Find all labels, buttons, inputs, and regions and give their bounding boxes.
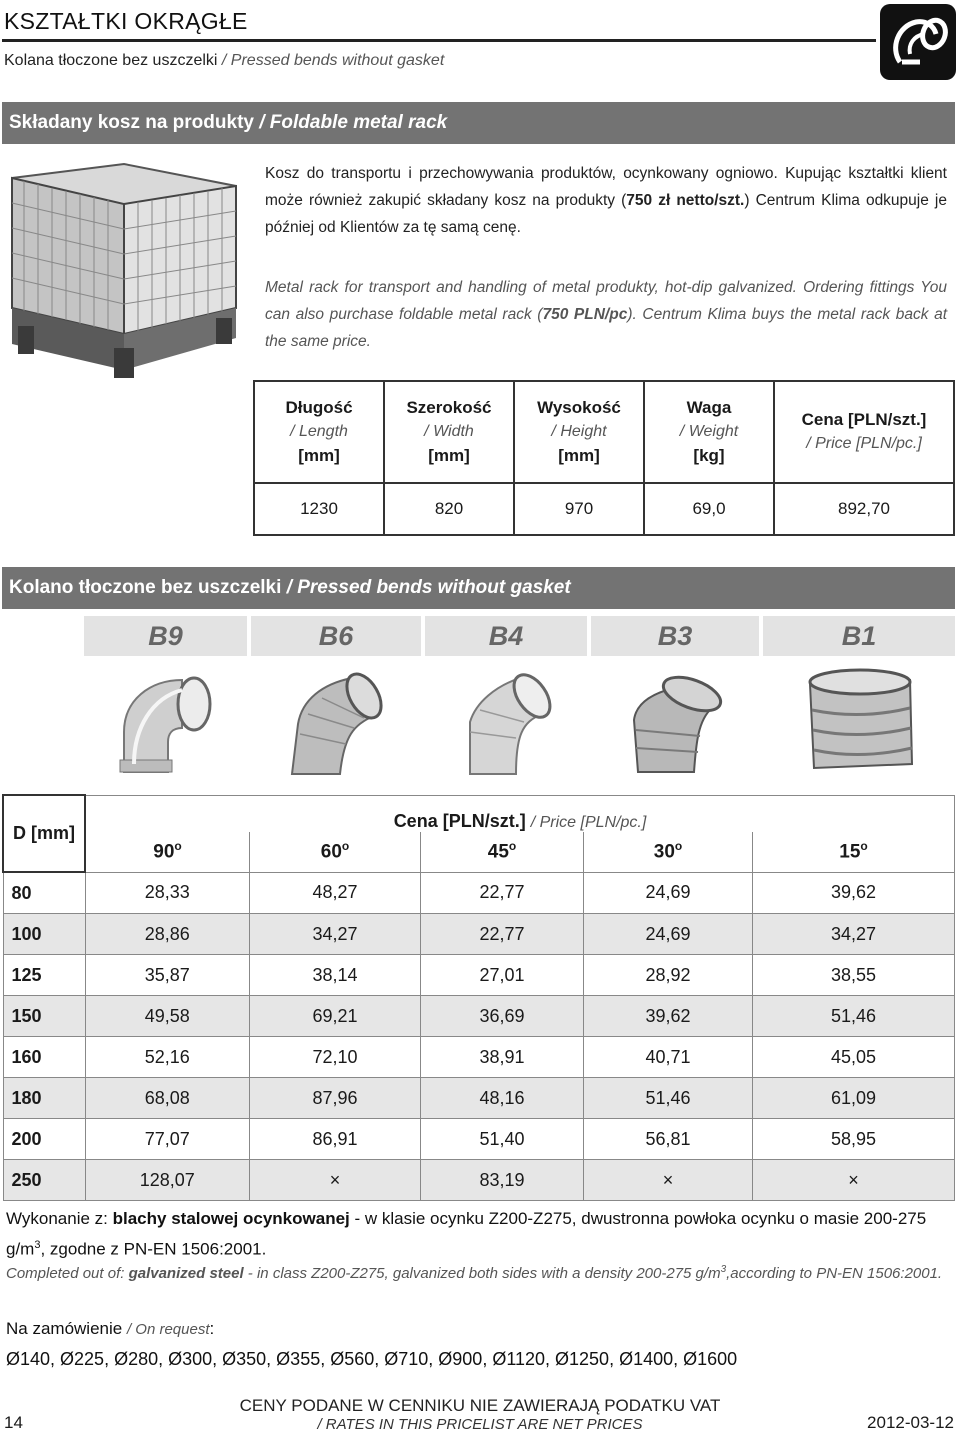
order-en: / On request (126, 1321, 210, 1338)
note-pl-a: Wykonanie z: (6, 1209, 113, 1228)
price-cell: 83,19 (421, 1160, 584, 1201)
price-cell: 87,96 (250, 1078, 421, 1119)
price-cell: 45,05 (753, 1037, 955, 1078)
order-pl: Na zamówienie (6, 1319, 127, 1338)
rack-col-length (254, 381, 384, 483)
bends-bar-pl: Kolano tłoczone bez uszczelki (9, 577, 282, 598)
degree-mark: o (674, 839, 683, 854)
price-cell: 27,01 (421, 955, 584, 996)
degree-mark: o (174, 839, 182, 854)
rack-price-en: 750 PLN/pc (542, 306, 628, 323)
angle-90 (85, 832, 250, 873)
degree-mark: o (508, 839, 517, 854)
bend-30-image (620, 664, 736, 785)
bend-code: B9 (84, 616, 247, 656)
col-unit: [kg] (693, 446, 725, 465)
price-cell: 24,69 (584, 872, 753, 914)
rack-table-value-row (254, 483, 954, 535)
note-pl-b: blachy stalowej ocynkowanej (112, 1209, 350, 1228)
col-pl: Waga (686, 398, 732, 417)
diameter-cell: 250 (3, 1160, 85, 1201)
price-header-en: / Price [PLN/pc.] (530, 813, 647, 831)
price-cell: × (584, 1160, 753, 1201)
degree-mark: o (860, 839, 868, 854)
material-note-pl (6, 1206, 951, 1263)
diameter-cell: 160 (3, 1037, 85, 1078)
bend-code: B1 (763, 616, 955, 656)
price-cell: 40,71 (584, 1037, 753, 1078)
note-pl-sup: 3 (34, 1239, 41, 1251)
diameter-cell: 80 (3, 872, 85, 914)
rack-col-weight (644, 381, 774, 483)
bend-code: B3 (591, 616, 759, 656)
price-cell: 38,55 (753, 955, 955, 996)
note-en-c: - in class Z200-Z275, galvanized both sides with a density 200-275 g/m (243, 1265, 721, 1282)
angle-value: 15 (839, 841, 861, 863)
on-request-sizes: Ø140, Ø225, Ø280, Ø300, Ø350, Ø355, Ø560, Ø710, Ø900, Ø1120, Ø1250, Ø1400, Ø1600 (6, 1349, 738, 1369)
rack-desc-en-2: ). Centrum Klima buys the metal rack back at the same price. (265, 306, 947, 350)
price-cell: 28,86 (85, 914, 250, 955)
rack-price-value: 892,70 (774, 483, 954, 535)
bend-60-image (282, 664, 394, 785)
price-cell: 61,09 (753, 1078, 955, 1119)
price-cell: 36,69 (421, 996, 584, 1037)
price-cell: 28,92 (584, 955, 753, 996)
note-pl-d: , zgodne z PN-EN 1506:2001. (40, 1239, 267, 1259)
bend-price-table (2, 794, 955, 1201)
rack-price-pl: 750 zł netto/szt. (626, 192, 745, 209)
on-request-label (6, 1316, 951, 1343)
bends-bar-en: / Pressed bends without gasket (286, 577, 571, 598)
col-unit: [mm] (558, 446, 600, 465)
rack-section-bar (2, 102, 955, 144)
metal-rack-image (4, 158, 240, 380)
page-number: 14 (4, 1413, 23, 1432)
bend-code: B4 (425, 616, 587, 656)
angle-value: 90 (153, 841, 175, 863)
price-rows (3, 872, 955, 1201)
rack-description-en (265, 274, 947, 355)
col-en: / Width (424, 423, 474, 440)
price-cell: 34,27 (753, 914, 955, 955)
angle-60 (250, 832, 421, 873)
price-cell: 51,46 (753, 996, 955, 1037)
footer-net-prices: / RATES IN THIS PRICELIST ARE NET PRICES (317, 1416, 643, 1433)
diameter-cell: 125 (3, 955, 85, 996)
rack-bar-pl: Składany kosz na produkty (9, 112, 254, 133)
rack-weight-value: 69,0 (644, 483, 774, 535)
diameter-cell: 150 (3, 996, 85, 1037)
note-en-sup: 3 (720, 1264, 727, 1275)
page-title: KSZTAŁTKI OKRĄGŁE (4, 8, 248, 34)
price-header (85, 795, 955, 832)
price-cell: 38,14 (250, 955, 421, 996)
round-fittings-logo-icon (880, 4, 956, 80)
diameter-cell: 180 (3, 1078, 85, 1119)
note-en-d: ,according to PN-EN 1506:2001. (726, 1265, 943, 1282)
price-cell: 49,58 (85, 996, 250, 1037)
title-rule (2, 39, 876, 42)
col-en: / Price [PLN/pc.] (806, 435, 922, 452)
rack-spec-table (253, 380, 955, 536)
price-cell: 51,46 (584, 1078, 753, 1119)
col-pl: Szerokość (406, 398, 492, 417)
col-pl: Cena [PLN/szt.] (801, 410, 927, 429)
price-row (3, 1119, 955, 1160)
price-cell: 72,10 (250, 1037, 421, 1078)
rack-col-price (774, 381, 954, 483)
subtitle-pl: Kolana tłoczone bez uszczelki (4, 52, 218, 69)
angle-header-row (3, 832, 955, 873)
col-unit: [mm] (298, 446, 340, 465)
price-row (3, 955, 955, 996)
diameter-header: D [mm] (3, 795, 85, 872)
price-cell: 35,87 (85, 955, 250, 996)
price-cell: 48,27 (250, 872, 421, 914)
price-cell: 22,77 (421, 914, 584, 955)
footer-date: 2012-03-12 (867, 1413, 954, 1432)
price-cell: 28,33 (85, 872, 250, 914)
degree-mark: o (341, 839, 350, 854)
rack-description-pl (265, 160, 947, 241)
note-en-b: galvanized steel (128, 1265, 244, 1282)
angle-15 (753, 832, 955, 873)
price-cell: 34,27 (250, 914, 421, 955)
price-row (3, 996, 955, 1037)
bend-90-image (110, 668, 222, 785)
angle-30 (584, 832, 753, 873)
price-cell: 24,69 (584, 914, 753, 955)
angle-value: 30 (653, 841, 675, 863)
angle-value: 60 (320, 841, 342, 863)
price-cell: 39,62 (584, 996, 753, 1037)
price-cell: × (753, 1160, 955, 1201)
price-cell: × (250, 1160, 421, 1201)
note-pl-c: - w klasie ocynku Z200-Z275, dwustronna powłoka ocynku o masie 200-275 g/m (6, 1209, 927, 1259)
angle-45 (421, 832, 584, 873)
price-row (3, 1078, 955, 1119)
rack-table-header-row (254, 381, 954, 483)
price-row (3, 872, 955, 914)
price-header-pl: Cena [PLN/szt.] (393, 810, 526, 831)
rack-bar-en: / Foldable metal rack (259, 112, 448, 133)
bends-section-bar (2, 567, 955, 609)
price-cell: 48,16 (421, 1078, 584, 1119)
price-cell: 128,07 (85, 1160, 250, 1201)
price-cell: 77,07 (85, 1119, 250, 1160)
price-cell: 58,95 (753, 1119, 955, 1160)
material-note-en (6, 1258, 951, 1285)
price-cell: 22,77 (421, 872, 584, 914)
rack-length-value: 1230 (254, 483, 384, 535)
price-cell: 39,62 (753, 872, 955, 914)
col-pl: Wysokość (537, 398, 621, 417)
col-unit: [mm] (428, 446, 470, 465)
rack-col-height (514, 381, 644, 483)
price-cell: 56,81 (584, 1119, 753, 1160)
price-row (3, 1037, 955, 1078)
page-subtitle (4, 52, 444, 70)
price-cell: 38,91 (421, 1037, 584, 1078)
footer-vat-note: CENY PODANE W CENNIKU NIE ZAWIERAJĄ PODATKU VAT (239, 1396, 721, 1415)
bend-code: B6 (251, 616, 421, 656)
rack-desc-pl-1: Kosz do transportu i przechowywania produktów, ocynkowany ogniowo. Kupując kształtki klient może również zakupić składany kosz na produkty ( (265, 165, 947, 209)
price-cell: 86,91 (250, 1119, 421, 1160)
col-en: / Length (290, 423, 348, 440)
price-cell: 52,16 (85, 1037, 250, 1078)
rack-height-value: 970 (514, 483, 644, 535)
subtitle-en: / Pressed bends without gasket (221, 52, 445, 69)
price-cell: 69,21 (250, 996, 421, 1037)
price-cell: 68,08 (85, 1078, 250, 1119)
rack-desc-en-1: Metal rack for transport and handling of metal produkty, hot-dip galvanized. Ordering fittings You can also purchase foldable metal rack ( (265, 279, 947, 323)
rack-desc-pl-2: ) Centrum Klima odkupuje je później od Klientów za tę samą cenę. (265, 192, 947, 236)
diameter-cell: 200 (3, 1119, 85, 1160)
price-row (3, 914, 955, 955)
rack-width-value: 820 (384, 483, 514, 535)
rack-col-width (384, 381, 514, 483)
col-pl: Długość (285, 398, 353, 417)
order-colon: : (209, 1319, 215, 1338)
note-en-a: Completed out of: (6, 1265, 129, 1282)
diameter-cell: 100 (3, 914, 85, 955)
bend-15-image (800, 664, 920, 781)
col-en: / Height (551, 423, 607, 440)
col-en: / Weight (679, 423, 739, 440)
price-cell: 51,40 (421, 1119, 584, 1160)
angle-value: 45 (487, 841, 509, 863)
bend-code-row (84, 616, 955, 656)
price-row (3, 1160, 955, 1201)
price-header-row (3, 795, 955, 832)
bend-45-image (456, 664, 566, 785)
